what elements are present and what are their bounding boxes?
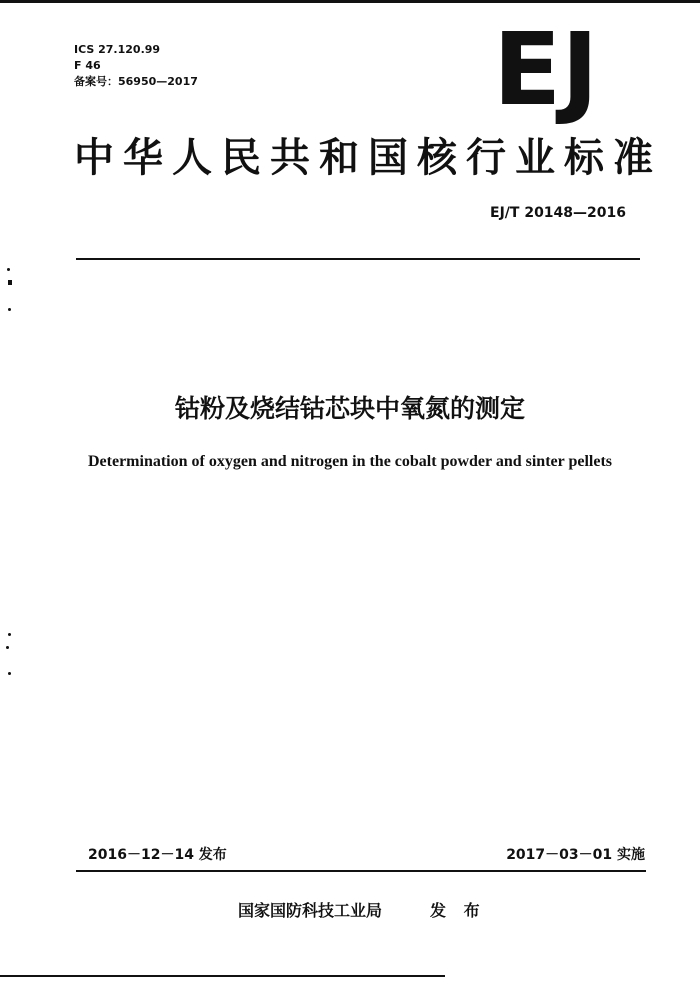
standard-code: EJ/T 20148—2016 [490,205,626,221]
scan-speck [8,280,12,285]
ics-code: ICS 27.120.99 [74,43,161,56]
scan-speck [8,308,11,311]
header-divider [76,258,640,260]
implementation-date: 2017－03－01 实施 [506,847,645,863]
classification-block [74,42,198,90]
scan-speck [8,672,11,675]
top-border-line [0,0,700,3]
scan-speck [8,633,11,636]
footer-divider [76,870,646,872]
ccs-code: F 46 [74,59,101,72]
scan-speck [6,646,9,649]
standard-name: 中华人民共和国核行业标准 [74,135,662,181]
issue-date: 2016－12－14 发布 [88,847,227,863]
document-title-english: Determination of oxygen and nitrogen in the cobalt powder and sinter pellets [87,453,612,470]
publisher-line [238,900,486,922]
scan-speck [7,268,10,271]
record-number: 备案号：56950—2017 [74,75,198,88]
publisher-name: 国家国防科技工业局 [238,901,383,920]
publish-action: 发 布 [430,901,486,920]
ej-logo: EJ [493,11,599,128]
document-title-chinese: 钴粉及烧结钴芯块中氧氮的测定 [174,394,525,423]
bottom-border-line [0,975,445,977]
